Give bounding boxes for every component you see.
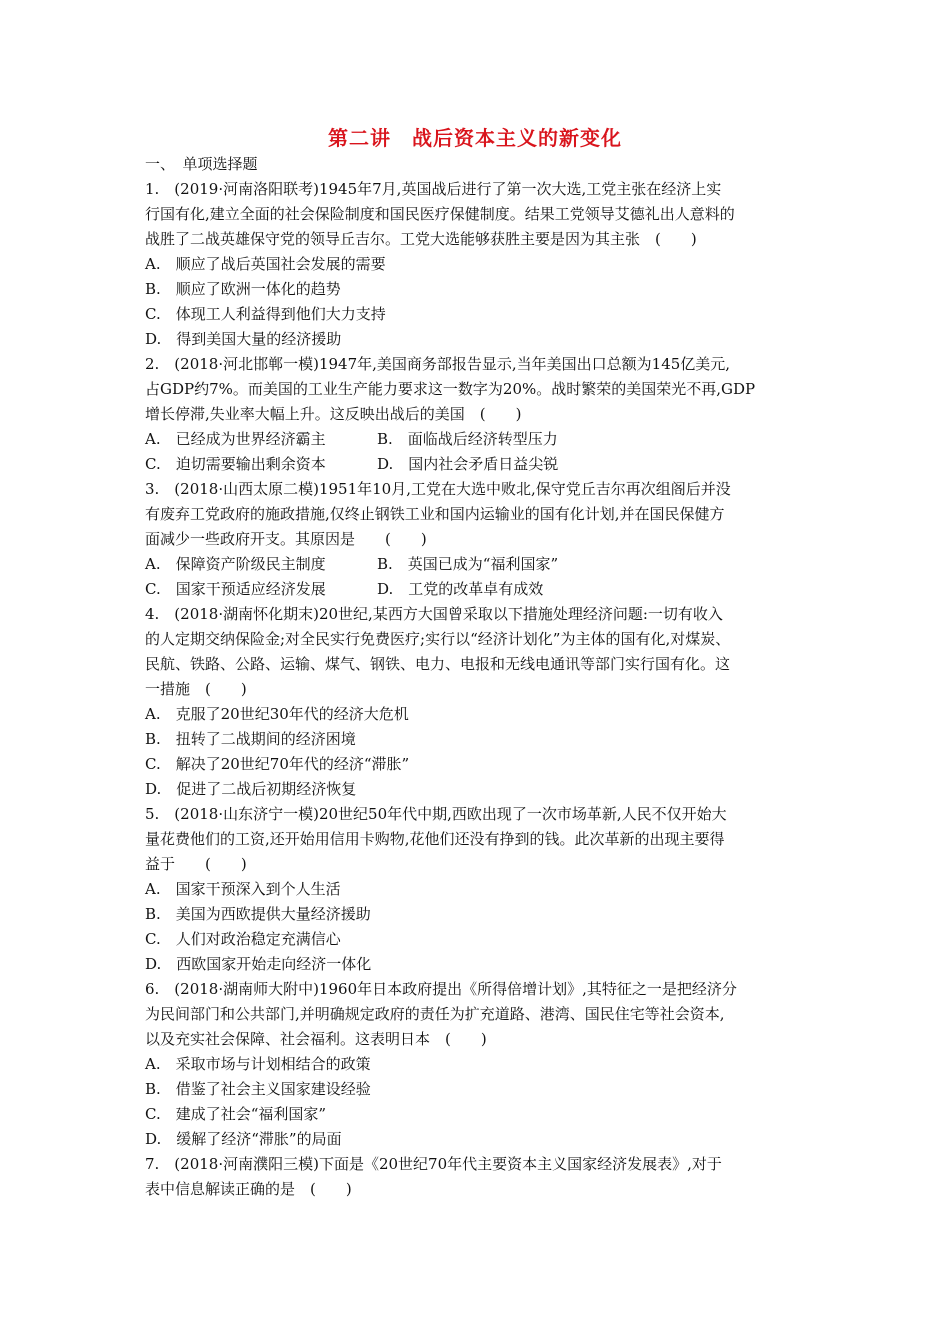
question-stem-line: 益于 ( ) (145, 855, 247, 873)
option-D[interactable]: D. 西欧国家开始走向经济一体化 (145, 955, 372, 973)
question-stem-line: 2. (2018·河北邯郸一模)1947年,美国商务部报告显示,当年美国出口总额为145亿美元, (145, 355, 731, 373)
option-row (145, 452, 810, 477)
option-A[interactable]: A. 保障资产阶级民主制度 (145, 555, 326, 573)
question-stem-line: 增长停滞,失业率大幅上升。这反映出战后的美国 ( ) (145, 405, 522, 423)
question-stem-line: 有废弃工党政府的施政措施,仅终止钢铁工业和国内运输业的国有化计划,并在国民保健方 (145, 505, 725, 523)
question-stem-line: 的人定期交纳保险金;对全民实行免费医疗;实行以“经济计划化”为主体的国有化,对煤炭、 (145, 630, 731, 648)
question-stem-line: 6. (2018·湖南师大附中)1960年日本政府提出《所得倍增计划》,其特征之一是把经济分 (145, 980, 737, 998)
option-A[interactable]: A. 已经成为世界经济霸主 (145, 430, 326, 448)
option-row (145, 577, 810, 602)
page-title: 第二讲 战后资本主义的新变化 (328, 126, 622, 150)
option-D[interactable]: D. 促进了二战后初期经济恢复 (145, 780, 357, 798)
option-A[interactable]: A. 顺应了战后英国社会发展的需要 (145, 255, 386, 273)
question-4 (145, 602, 810, 802)
section-heading: 一、 单项选择题 (145, 155, 258, 173)
question-stem-line: 以及充实社会保障、社会福利。这表明日本 ( ) (145, 1030, 487, 1048)
question-stem-line: 战胜了二战英雄保守党的领导丘吉尔。工党大选能够获胜主要是因为其主张 ( ) (145, 230, 697, 248)
option-B[interactable]: B. 面临战后经济转型压力 (377, 430, 558, 448)
question-stem-line: 1. (2019·河南洛阳联考)1945年7月,英国战后进行了第一次大选,工党主张在经济上实 (145, 180, 722, 198)
question-list (145, 152, 810, 1202)
option-C[interactable]: C. 人们对政治稳定充满信心 (145, 930, 341, 948)
option-A[interactable]: A. 国家干预深入到个人生活 (145, 880, 341, 898)
option-C[interactable]: C. 迫切需要输出剩余资本 (145, 455, 326, 473)
option-row (145, 552, 810, 577)
question-stem-line: 面减少一些政府开支。其原因是 ( ) (145, 530, 427, 548)
question-stem-line: 7. (2018·河南濮阳三模)下面是《20世纪70年代主要资本主义国家经济发展表》,对于 (145, 1155, 722, 1173)
option-D[interactable]: D. 缓解了经济“滞胀”的局面 (145, 1130, 342, 1148)
question-1 (145, 177, 810, 352)
option-B[interactable]: B. 扭转了二战期间的经济困境 (145, 730, 356, 748)
question-7 (145, 1152, 810, 1202)
option-B[interactable]: B. 英国已成为“福利国家” (377, 555, 559, 573)
question-6 (145, 977, 810, 1152)
option-A[interactable]: A. 采取市场与计划相结合的政策 (145, 1055, 371, 1073)
question-stem-line: 行国有化,建立全面的社会保险制度和国民医疗保健制度。结果工党领导艾德礼出人意料的 (145, 205, 735, 223)
question-stem-line: 占GDP约7%。而美国的工业生产能力要求这一数字为20%。战时繁荣的美国荣光不再,GDP (145, 380, 756, 398)
option-B[interactable]: B. 美国为西欧提供大量经济援助 (145, 905, 371, 923)
option-D[interactable]: D. 得到美国大量的经济援助 (145, 330, 342, 348)
question-stem-line: 5. (2018·山东济宁一模)20世纪50年代中期,西欧出现了一次市场革新,人民不仅开始大 (145, 805, 727, 823)
option-C[interactable]: C. 国家干预适应经济发展 (145, 580, 326, 598)
question-stem-line: 4. (2018·湖南怀化期末)20世纪,某西方大国曾采取以下措施处理经济问题:一切有收入 (145, 605, 723, 623)
question-3 (145, 477, 810, 602)
option-C[interactable]: C. 建成了社会“福利国家” (145, 1105, 327, 1123)
option-B[interactable]: B. 顺应了欧洲一体化的趋势 (145, 280, 341, 298)
question-5 (145, 802, 810, 977)
option-C[interactable]: C. 体现工人利益得到他们大力支持 (145, 305, 386, 323)
question-stem-line: 一措施 ( ) (145, 680, 247, 698)
question-stem-line: 民航、铁路、公路、运输、煤气、钢铁、电力、电报和无线电通讯等部门实行国有化。这 (145, 655, 731, 673)
option-D[interactable]: D. 国内社会矛盾日益尖锐 (377, 455, 559, 473)
option-A[interactable]: A. 克服了20世纪30年代的经济大危机 (145, 705, 409, 723)
question-stem-line: 量花费他们的工资,还开始用信用卡购物,花他们还没有挣到的钱。此次革新的出现主要得 (145, 830, 725, 848)
option-C[interactable]: C. 解决了20世纪70年代的经济“滞胀” (145, 755, 410, 773)
option-B[interactable]: B. 借鉴了社会主义国家建设经验 (145, 1080, 371, 1098)
question-2 (145, 352, 810, 477)
question-stem-line: 表中信息解读正确的是 ( ) (145, 1180, 352, 1198)
question-stem-line: 为民间部门和公共部门,并明确规定政府的责任为扩充道路、港湾、国民住宅等社会资本, (145, 1005, 725, 1023)
option-D[interactable]: D. 工党的改革卓有成效 (377, 580, 544, 598)
option-row (145, 427, 810, 452)
question-stem-line: 3. (2018·山西太原二模)1951年10月,工党在大选中败北,保守党丘吉尔再次组阁后并没 (145, 480, 731, 498)
